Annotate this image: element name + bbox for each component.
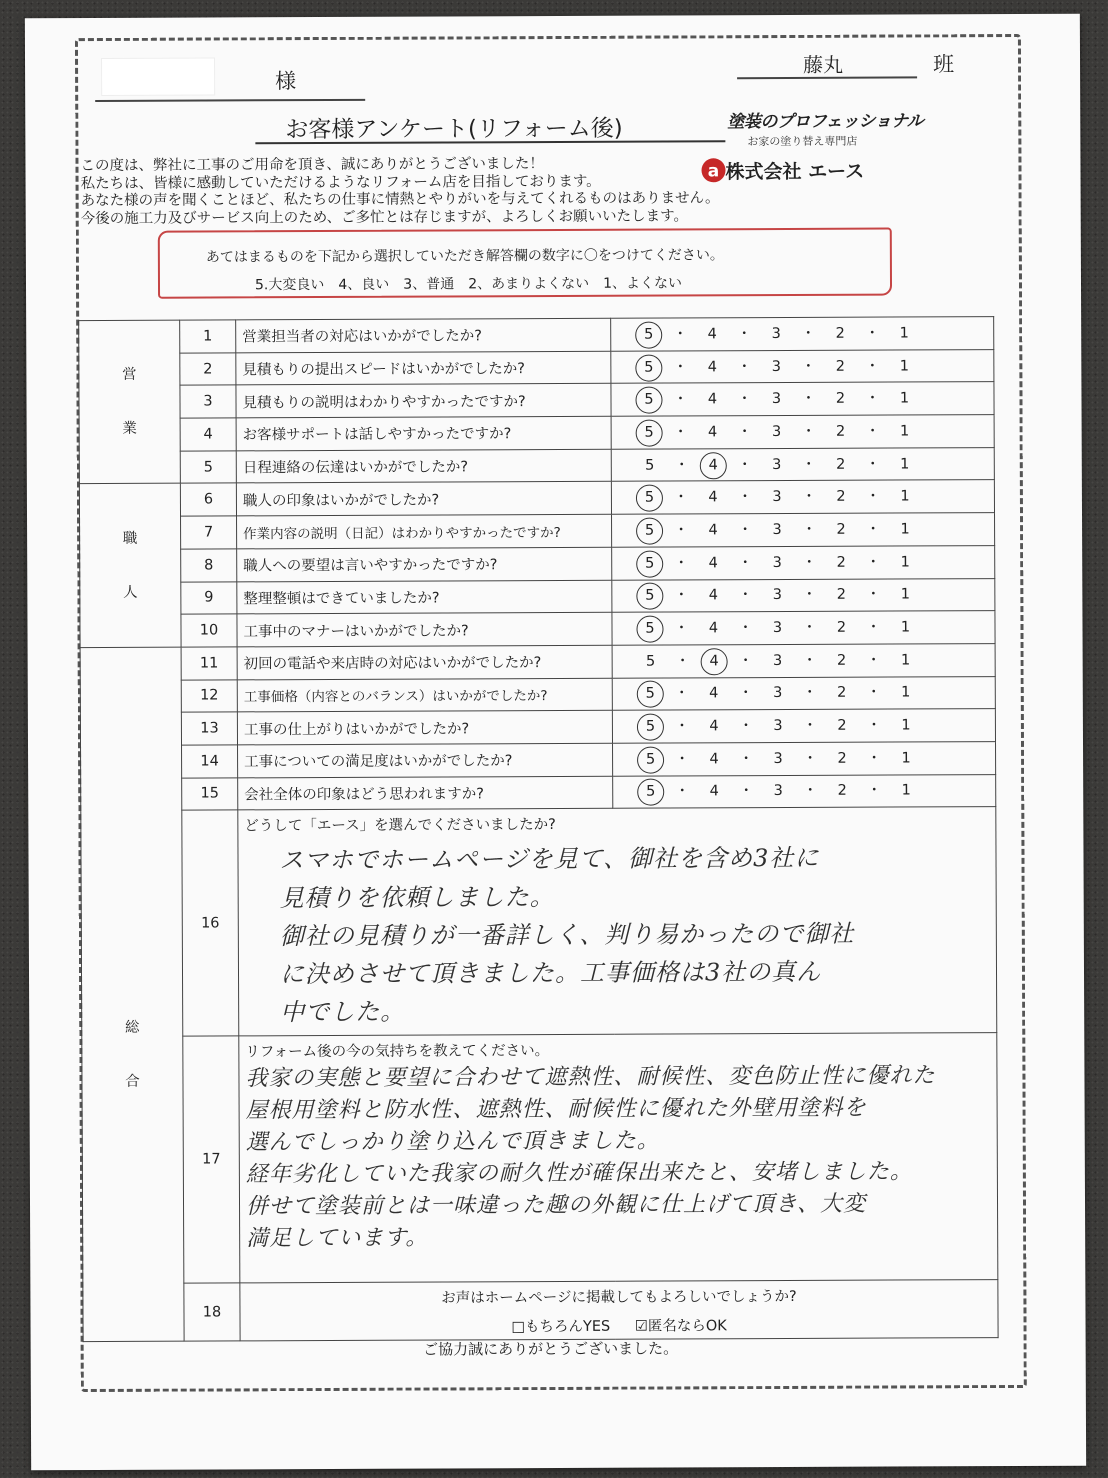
rating-cell: [612, 578, 995, 612]
rating-option[interactable]: 2: [835, 325, 845, 342]
rating-separator: ・: [673, 555, 689, 572]
table-row: [79, 382, 994, 419]
rating-separator: ・: [801, 391, 816, 408]
question-number: 18: [184, 1283, 240, 1341]
rating-cell: [612, 709, 995, 743]
question-text: 整理整頓はできていましたか?: [237, 580, 612, 614]
rating-separator: ・: [738, 652, 753, 669]
rating-separator: ・: [738, 750, 754, 767]
rating-option-selected[interactable]: 4: [700, 452, 727, 479]
free-answer-cell: [238, 807, 997, 1036]
staff-name: 藤丸: [802, 52, 844, 77]
table-row-q17: [82, 1033, 998, 1284]
answer-line: 経年劣化していた我家の耐久性が確保出来たと、安堵しました。: [245, 1159, 913, 1188]
category-char: 営: [122, 367, 137, 384]
rating-cell: [611, 382, 994, 416]
rating-cell: [611, 317, 994, 351]
table-row-q16: [81, 807, 997, 1037]
question-number: 16: [182, 810, 239, 1036]
free-answer-cell: [239, 1033, 998, 1283]
answer-line: 選んでしっかり塗り込んで頂きました。: [245, 1128, 660, 1156]
question-number: 5: [180, 451, 236, 484]
rating-separator: ・: [800, 325, 816, 342]
rating-option[interactable]: 3: [771, 423, 782, 440]
rating-option-selected[interactable]: 5: [635, 354, 662, 381]
rating-option[interactable]: 1: [900, 619, 911, 636]
rating-separator: ・: [865, 423, 880, 440]
rating-separator: ・: [866, 750, 882, 767]
rating-separator: ・: [866, 586, 881, 603]
rating-separator: ・: [737, 358, 752, 375]
rating-option[interactable]: 2: [835, 390, 846, 407]
rating-separator: ・: [801, 456, 817, 473]
rating-separator: ・: [675, 653, 690, 670]
rating-option[interactable]: 3: [772, 652, 783, 669]
rating-option-selected[interactable]: 5: [635, 387, 662, 414]
table-row: [79, 317, 994, 354]
rating-cell: [611, 349, 994, 383]
handwritten-answer: [244, 838, 990, 1031]
rating-option[interactable]: 1: [900, 456, 910, 473]
rating-option[interactable]: 4: [707, 358, 718, 375]
question-text: 工事中のマナーはいかがでしたか?: [237, 612, 612, 646]
question-number: 13: [181, 712, 237, 745]
rating-option[interactable]: 2: [836, 521, 846, 538]
rating-option[interactable]: 1: [899, 357, 910, 375]
company-tagline: 塗装のプロフェッショナル: [727, 111, 924, 133]
rating-separator: ・: [738, 718, 754, 735]
question-text: 会社全体の印象はどう思われますか?: [238, 776, 613, 810]
table-row: [80, 643, 995, 680]
answer-line: 御社の見積りが一番詳しく、判り易かったので御社: [279, 920, 855, 951]
question-number: 1: [180, 320, 236, 353]
rating-separator: ・: [866, 684, 882, 702]
rating-separator: ・: [802, 783, 818, 800]
rating-option[interactable]: 1: [899, 423, 910, 440]
rating-separator: ・: [674, 685, 690, 702]
rating-separator: ・: [865, 488, 881, 505]
rating-cell: [612, 676, 995, 710]
question-number: 4: [180, 418, 236, 451]
rating-option[interactable]: 3: [773, 783, 783, 800]
rating-separator: ・: [738, 620, 753, 637]
rating-separator: ・: [866, 783, 882, 800]
table-row: [81, 774, 996, 811]
publish-consent-cell: [240, 1280, 998, 1341]
rating-separator: ・: [673, 522, 689, 539]
rating-option-selected[interactable]: 5: [636, 419, 663, 446]
table-row-q18: [83, 1280, 998, 1342]
rating-option-selected[interactable]: 5: [636, 517, 663, 544]
rating-cell: [612, 643, 995, 677]
question-text: 初回の電話や来店時の対応はいかがでしたか?: [237, 645, 612, 679]
rating-separator: ・: [802, 717, 818, 735]
question-text: 日程連絡の伝達はいかがでしたか?: [236, 449, 611, 483]
rating-cell: [613, 742, 996, 776]
rating-option[interactable]: 4: [708, 522, 718, 539]
table-row: [79, 480, 994, 517]
rating-separator: ・: [674, 718, 690, 735]
question-number: 12: [181, 679, 237, 712]
rating-separator: ・: [674, 620, 689, 637]
intro-line: 今後の施工力及びサービス向上のため、ご多忙とは存じますが、よろしくお願いいたします。: [80, 207, 689, 227]
table-row: [80, 676, 995, 713]
rating-separator: ・: [802, 652, 817, 669]
rating-option[interactable]: 4: [707, 391, 718, 408]
rating-option[interactable]: 3: [771, 358, 782, 375]
category-char: 職: [122, 530, 138, 547]
table-row: [80, 611, 995, 648]
rating-separator: ・: [866, 652, 881, 669]
question-text: お客様サポートは話しやすかったですか?: [236, 416, 611, 450]
rating-option-selected[interactable]: 5: [637, 746, 664, 773]
rating-option[interactable]: 2: [837, 685, 847, 702]
answer-line: に決めさせて頂きました。工事価格は3社の真ん: [279, 958, 822, 989]
rating-separator: ・: [865, 456, 881, 473]
survey-sheet: [25, 14, 1086, 1471]
rating-option[interactable]: 3: [772, 620, 783, 637]
category-sales: [79, 320, 181, 484]
question-number: 3: [180, 385, 236, 418]
rating-separator: ・: [674, 751, 690, 768]
rating-option[interactable]: 4: [709, 718, 719, 735]
rating-separator: ・: [673, 489, 689, 506]
question-number: 15: [182, 778, 238, 811]
rating-separator: ・: [866, 717, 882, 734]
rating-option-selected[interactable]: 5: [637, 714, 664, 741]
rating-option[interactable]: 2: [837, 750, 847, 767]
rating-option[interactable]: 3: [771, 325, 781, 342]
rating-option-selected[interactable]: 4: [701, 648, 728, 675]
rating-cell: [611, 415, 994, 449]
rating-legend: 5.大変良い 4、良い 3、普通 2、あまりよくない 1、よくない: [254, 275, 683, 294]
table-row: [79, 415, 994, 452]
rating-option-selected[interactable]: 5: [636, 583, 663, 610]
question-text: 職人の印象はいかがでしたか?: [236, 482, 611, 516]
question-number: 7: [181, 516, 237, 549]
rating-separator: ・: [802, 587, 817, 604]
question-number: 8: [181, 549, 237, 582]
question-text: リフォーム後の今の気持ちを教えてください。: [245, 1043, 550, 1061]
rating-separator: ・: [866, 619, 881, 636]
rating-separator: ・: [673, 358, 688, 376]
rating-separator: ・: [737, 554, 753, 571]
questionnaire-table: [78, 316, 998, 1342]
rating-option[interactable]: 1: [899, 390, 910, 407]
rating-option[interactable]: 2: [836, 489, 846, 506]
category-overall: [80, 647, 184, 1342]
rating-option[interactable]: 4: [708, 489, 718, 506]
rating-separator: ・: [801, 423, 816, 440]
rating-option[interactable]: 1: [901, 684, 911, 701]
intro-text: [80, 155, 719, 228]
rating-separator: ・: [865, 358, 880, 375]
rating-option[interactable]: 2: [836, 456, 846, 473]
rating-separator: ・: [865, 390, 880, 407]
answer-line: 満足しています。: [246, 1225, 429, 1252]
rating-option[interactable]: 3: [773, 718, 783, 735]
table-row: [79, 447, 994, 484]
rating-option[interactable]: 3: [772, 554, 782, 571]
answer-line: 屋根用塗料と防水性、遮熱性、耐候性に優れた外壁用塗料を: [245, 1095, 867, 1124]
rating-option[interactable]: 5: [645, 653, 656, 670]
company-name: 株式会社 エース: [725, 160, 865, 184]
question-number: 9: [181, 581, 237, 614]
rating-option[interactable]: 2: [837, 717, 847, 734]
table-row: [80, 545, 995, 582]
option-anonymous-checkbox[interactable]: ☑匿名ならOK: [634, 1318, 727, 1335]
category-char: 業: [122, 421, 137, 438]
instruction-line-1: あてはまるものを下記から選択していただき解答欄の数字に〇をつけてください。: [205, 247, 724, 266]
category-char: 総: [124, 1019, 140, 1036]
rating-option[interactable]: 1: [901, 782, 911, 799]
rating-option[interactable]: 3: [773, 685, 783, 702]
rating-option[interactable]: 1: [900, 652, 911, 669]
rating-option[interactable]: 2: [836, 619, 847, 636]
rating-separator: ・: [738, 587, 753, 604]
company-subtagline: お家の塗り替え専門店: [747, 134, 858, 149]
rating-option[interactable]: 4: [709, 783, 719, 800]
rating-option[interactable]: 1: [899, 325, 909, 342]
rating-option[interactable]: 1: [900, 521, 910, 538]
rating-option[interactable]: 2: [835, 423, 846, 440]
rating-separator: ・: [673, 424, 688, 441]
answer-line: 中でした。: [280, 997, 406, 1027]
question-number: 10: [181, 614, 237, 647]
rating-cell: [611, 447, 994, 481]
rating-separator: ・: [738, 685, 754, 702]
question-text: 営業担当者の対応はいかがでしたか?: [236, 318, 611, 352]
category-char: 人: [123, 584, 138, 601]
honorific: 様: [275, 69, 297, 94]
rating-option[interactable]: 1: [900, 488, 910, 505]
table-row: [80, 513, 995, 550]
rating-separator: ・: [802, 750, 818, 767]
rating-option-selected[interactable]: 5: [636, 485, 663, 512]
question-text: 作業内容の説明（日記）はわかりやすかったですか?: [237, 514, 612, 548]
rating-option[interactable]: 1: [900, 586, 911, 603]
rating-separator: ・: [865, 521, 881, 538]
answer-line: 見積りを依頼しました。: [279, 883, 555, 913]
rating-option[interactable]: 4: [708, 554, 718, 571]
handwritten-answer: [245, 1060, 991, 1255]
rating-separator: ・: [674, 587, 689, 604]
question-text: お声はホームページに掲載してもよろしいでしょうか?: [441, 1289, 797, 1307]
option-yes-checkbox[interactable]: □もちろんYES: [511, 1319, 611, 1336]
rating-separator: ・: [738, 783, 754, 800]
rating-option[interactable]: 3: [771, 391, 782, 408]
rating-cell: [612, 513, 995, 547]
rating-option[interactable]: 4: [709, 751, 719, 768]
page-title: お客様アンケート(リフォーム後): [285, 115, 623, 144]
question-number: 2: [180, 353, 236, 386]
svg-text:a: a: [707, 161, 720, 182]
intro-line: この度は、弊社に工事のご用命を頂き、誠にありがとうございました！: [80, 156, 544, 175]
question-text: 工事価格（内容とのバランス）はいかがでしたか?: [237, 678, 612, 712]
rating-option[interactable]: 3: [772, 587, 783, 604]
rating-option[interactable]: 4: [708, 620, 719, 637]
rating-separator: ・: [737, 522, 753, 539]
rating-separator: ・: [674, 783, 690, 800]
rating-option[interactable]: 3: [773, 750, 783, 767]
rating-option[interactable]: 5: [645, 457, 655, 474]
rating-separator: ・: [865, 554, 881, 571]
rating-separator: ・: [736, 325, 752, 343]
rating-option[interactable]: 2: [836, 587, 847, 604]
rating-option[interactable]: 2: [836, 652, 847, 669]
rating-cell: [612, 545, 995, 579]
rating-option[interactable]: 4: [708, 587, 719, 604]
table-row: [80, 578, 995, 615]
rating-option[interactable]: 1: [900, 554, 910, 571]
rating-separator: ・: [737, 489, 753, 506]
rating-option[interactable]: 1: [901, 750, 911, 767]
rating-separator: ・: [737, 456, 753, 473]
intro-line: 私たちは、皆様に感動していただけるようなリフォーム店を目指しております。: [80, 173, 601, 192]
category-char: 合: [125, 1073, 140, 1090]
question-text: 見積もりの提出スピードはいかがでしたか?: [236, 351, 611, 385]
rating-separator: ・: [801, 489, 817, 506]
rating-separator: ・: [801, 521, 817, 538]
rating-option-selected[interactable]: 5: [636, 616, 663, 643]
rating-separator: ・: [802, 619, 817, 636]
rating-option[interactable]: 4: [709, 685, 719, 702]
table-row: [80, 709, 995, 746]
answer-line: スマホでホームページを見て、御社を含め3社に: [279, 844, 820, 875]
customer-name-redacted: [101, 57, 215, 95]
rating-option[interactable]: 3: [772, 456, 782, 473]
rating-separator: ・: [864, 325, 880, 342]
rating-separator: ・: [673, 391, 688, 408]
footer-thanks: ご協力誠にありがとうございました。: [423, 1339, 679, 1359]
rating-separator: ・: [737, 424, 752, 441]
table-row: [79, 349, 994, 386]
question-text: 工事についての満足度はいかがでしたか?: [238, 743, 613, 777]
rating-separator: ・: [801, 554, 817, 571]
team-suffix: 班: [932, 52, 955, 77]
question-number: 11: [181, 647, 237, 680]
question-text: 見積もりの説明はわかりやすかったですか?: [236, 384, 611, 418]
rating-cell: [611, 480, 994, 514]
rating-option[interactable]: 2: [837, 783, 847, 800]
rating-separator: ・: [672, 326, 688, 343]
rating-option[interactable]: 3: [772, 489, 782, 506]
question-number: 17: [183, 1036, 240, 1283]
answer-line: 我家の実態と要望に合わせて遮熱性、耐候性、変色防止性に優れた: [245, 1063, 936, 1092]
rating-option-selected[interactable]: 5: [636, 550, 663, 577]
category-craftsman: [79, 484, 181, 648]
question-text: どうして「エース」を選んでくださいましたか?: [244, 817, 556, 835]
rating-separator: ・: [802, 685, 818, 702]
rating-cell: [613, 774, 996, 808]
rating-separator: ・: [801, 358, 816, 375]
table-row: [81, 742, 996, 779]
rating-option[interactable]: 2: [835, 358, 846, 375]
rating-option[interactable]: 1: [901, 717, 911, 734]
rating-option[interactable]: 2: [836, 554, 846, 571]
rating-option-selected[interactable]: 5: [637, 681, 664, 708]
rating-option[interactable]: 4: [707, 424, 718, 441]
rating-option-selected[interactable]: 5: [635, 321, 662, 348]
question-text: 工事の仕上がりはいかがでしたか?: [237, 711, 612, 745]
question-number: 14: [182, 745, 238, 778]
instruction-scroll: [158, 228, 892, 299]
rating-option[interactable]: 4: [707, 326, 717, 343]
rating-separator: ・: [674, 457, 690, 474]
intro-line: あなた様の声を聞くことほど、私たちの仕事に情熱とやりがいを与えてくれるものはありません。: [80, 190, 720, 210]
rating-cell: [612, 611, 995, 645]
rating-separator: ・: [737, 391, 752, 408]
question-number: 6: [180, 483, 236, 516]
answer-line: 併せて塗装前とは一味違った趣の外観に仕上げて頂き、大変: [245, 1191, 867, 1220]
rating-option[interactable]: 3: [772, 521, 782, 539]
question-text: 職人への要望は言いやすかったですか?: [237, 547, 612, 581]
rating-option-selected[interactable]: 5: [637, 779, 664, 806]
